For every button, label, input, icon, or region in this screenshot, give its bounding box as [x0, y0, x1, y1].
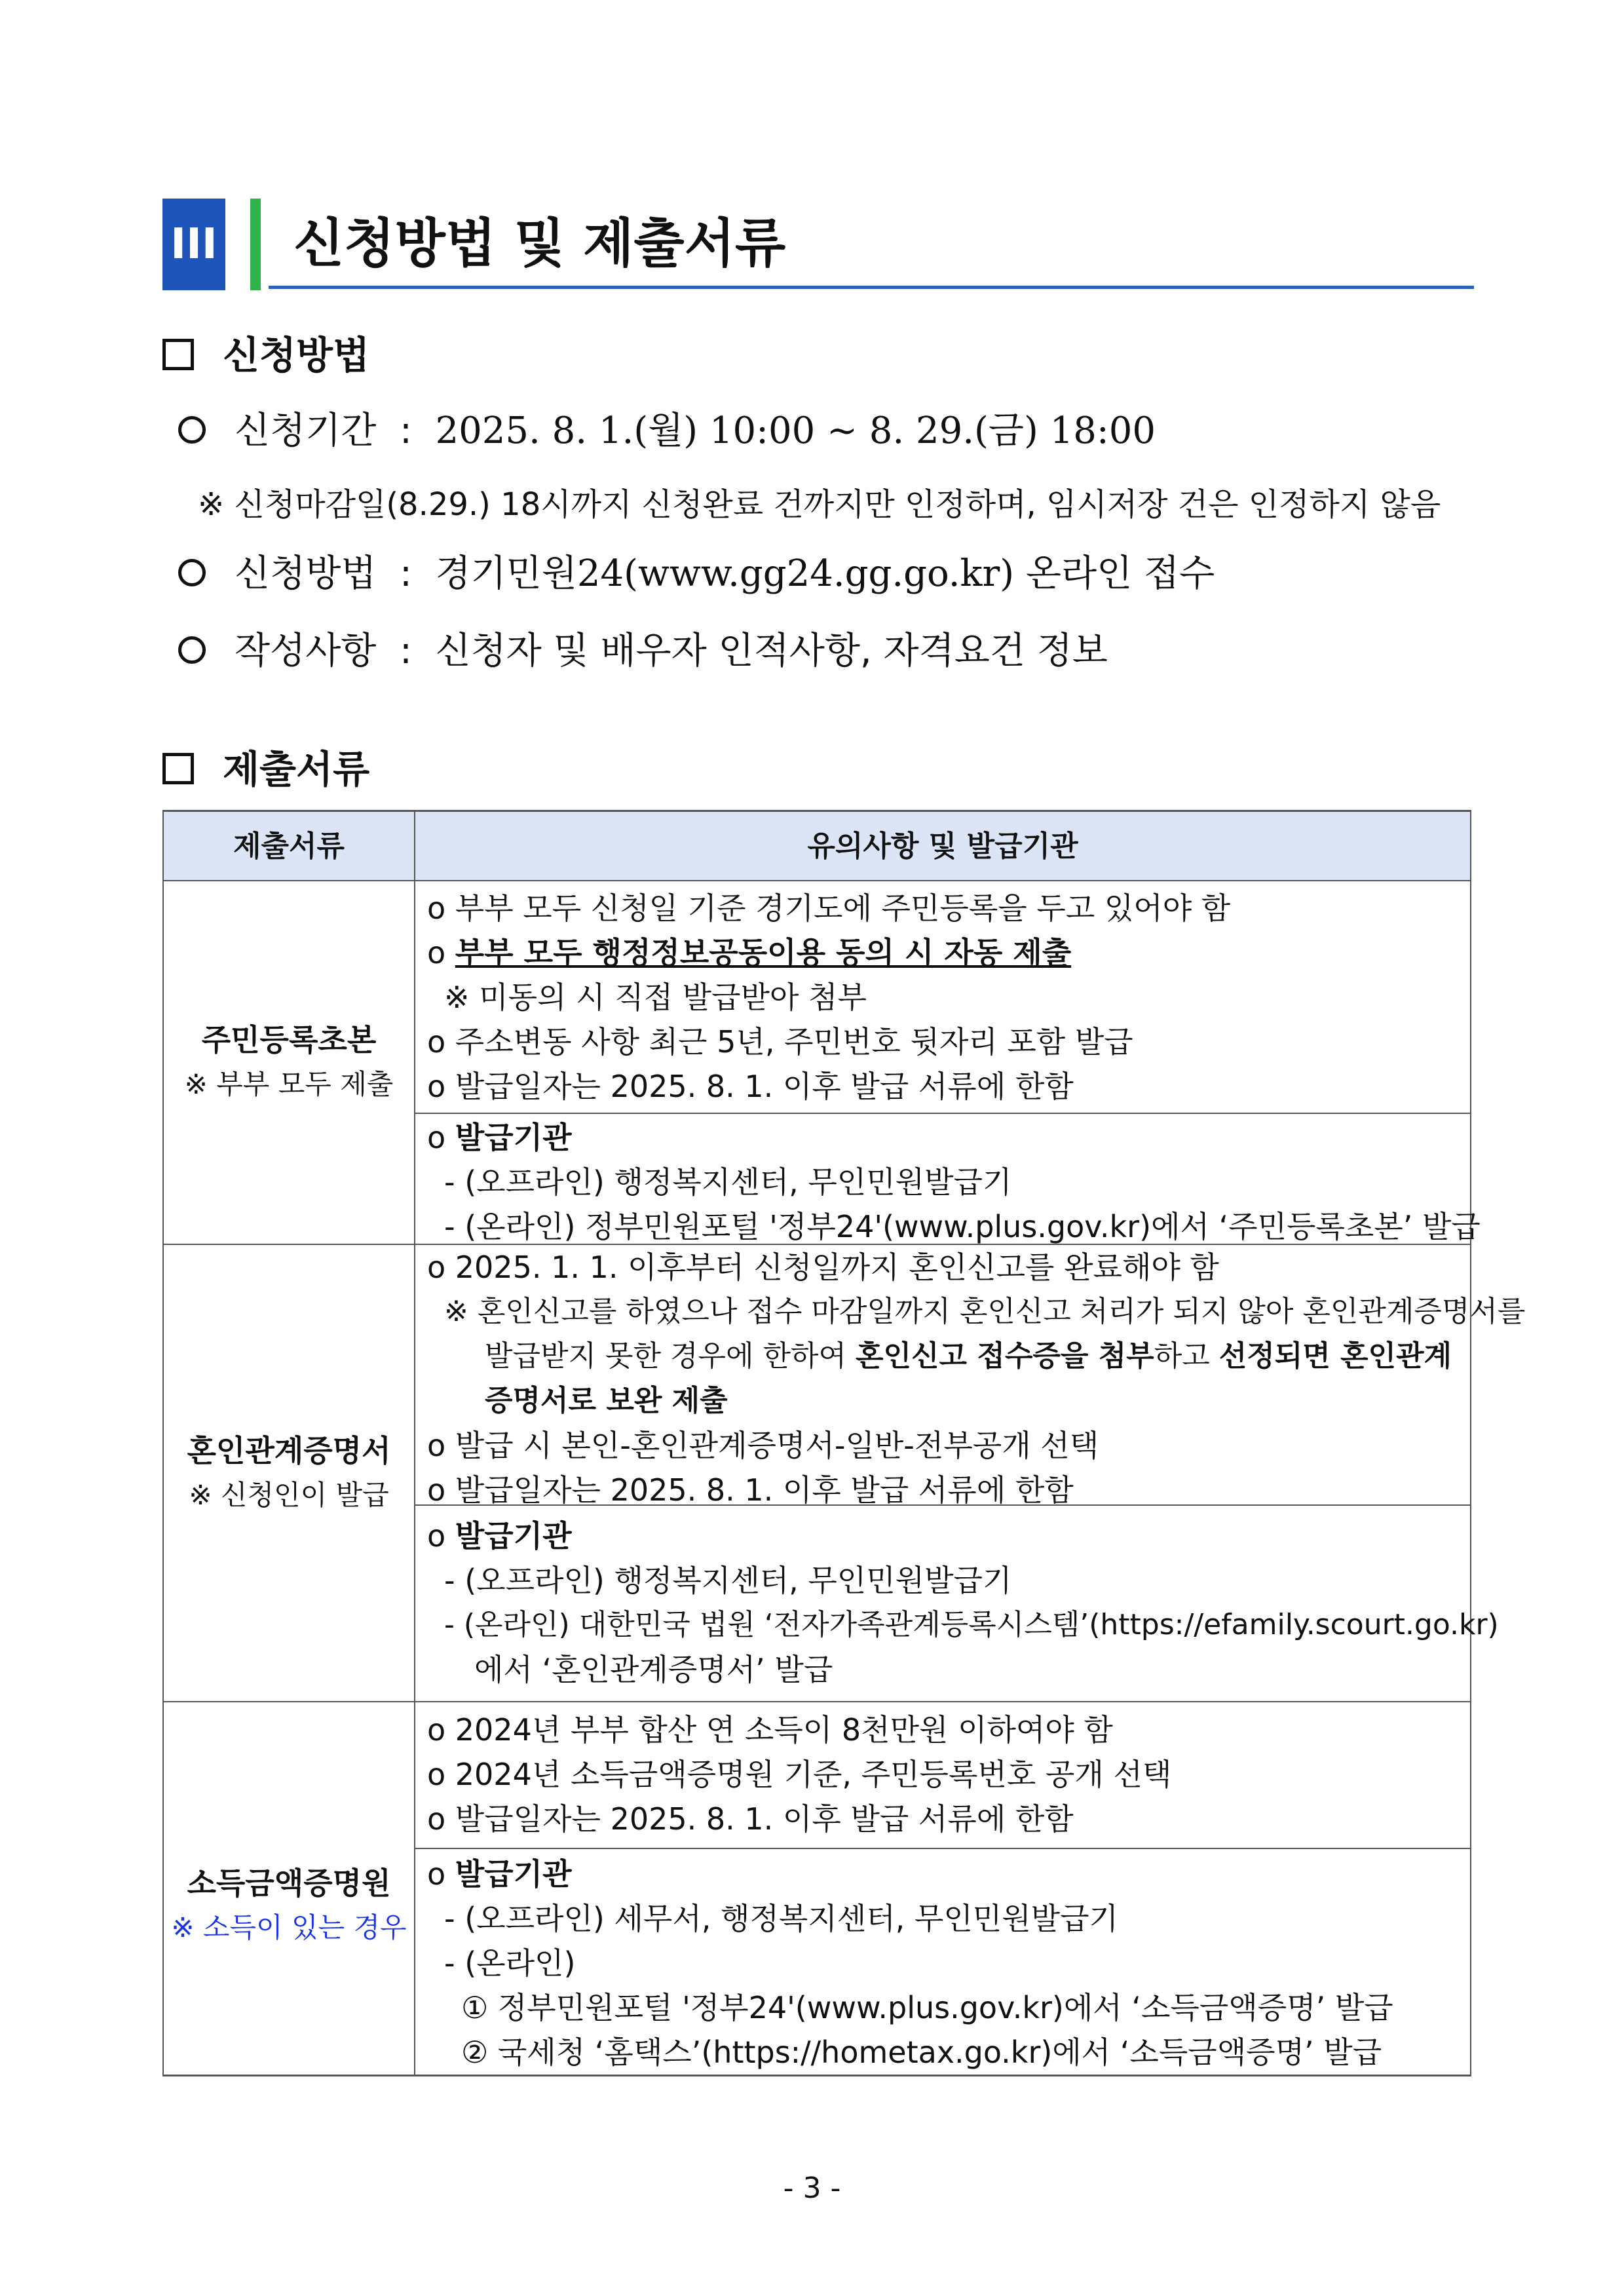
row-income-certificate-notes: o 2024년 부부 합산 연 소득이 8천만원 이하여야 함 o 2024년 소득금액증명원 기준, 주민등록번호 공개 선택 o 발급일자는 2025. 8. 1. 이후 발급 서류에 한함	[427, 1712, 1172, 1837]
section-underline	[269, 286, 1474, 289]
row-resident-registration-notes: o 부부 모두 신청일 기준 경기도에 주민등록을 두고 있어야 함 o 부부 모두 행정정보공동이용 동의 시 자동 제출 ※ 미동의 시 직접 발급받아 첨부 o 주소변동 사항 최근 5년, 주민번호 뒷자리 포함 발급 o 발급일자는 2025. 8. 1. 이후 발급 서류에 한함	[427, 890, 1231, 1104]
row-resident-registration-issuer: o 발급기관 - (오프라인) 행정복지센터, 무인민원발급기 - (온라인) 정부민원포털 '정부24'(www.plus.gov.kr)에서 ‘주민등록초본’ 발급	[427, 1120, 1481, 1244]
row-income-certificate-label: 소득금액증명원 ※ 소득이 있는 경우	[171, 1866, 407, 1943]
table-header-notes: 유의사항 및 발급기관	[807, 830, 1078, 863]
apply-period: 신청기간 : 2025. 8. 1.(월) 10:00 ~ 8. 29.(금) 18:00	[178, 405, 1156, 457]
circle-bullet-icon	[178, 636, 206, 664]
checkbox-square-icon	[162, 339, 194, 370]
apply-note: ※ 신청마감일(8.29.) 18시까지 신청완료 건까지만 인정하며, 임시저장 건은 인정하지 않음	[198, 486, 1441, 523]
row-marriage-certificate-label: 혼인관계증명서 ※ 신청인이 발급	[187, 1433, 391, 1511]
circle-bullet-icon	[178, 559, 206, 586]
apply-method: 신청방법 : 경기민원24(www.gg24.gg.go.kr) 온라인 접수	[178, 548, 1215, 600]
table-header-documents: 제출서류	[233, 830, 345, 863]
row-income-certificate-issuer: o 발급기관 - (오프라인) 세무서, 행정복지센터, 무인민원발급기 - (온라인) ① 정부민원포털 '정부24'(www.plus.gov.kr)에서 ‘소득금액증명’ 발급 ② 국세청 ‘홈택스’(https://hometax.go.kr)에서 ‘소득금액증명’ 발급	[427, 1856, 1393, 2070]
apply-heading: 신청방법	[162, 329, 369, 381]
section-number-badge: III	[162, 199, 225, 290]
row-resident-registration-label: 주민등록초본 ※ 부부 모두 제출	[184, 1022, 394, 1100]
row-marriage-certificate-notes: o 2025. 1. 1. 이후부터 신청일까지 혼인신고를 완료해야 함 ※ 혼인신고를 하였으나 접수 마감일까지 혼인신고 처리가 되지 않아 혼인관계증명서를 발급받지 못한 경우에 한하여 혼인신고 접수증을 첨부하고 선정되면 혼인관계 증명서로 보완 제출 o 발급 시 본인-혼인관계증명서-일반-전부공개 선택 o 발급일자는 2025. 8. 1. 이후 발급 서류에 한함	[427, 1250, 1526, 1508]
docs-heading: 제출서류	[162, 743, 369, 795]
checkbox-square-icon	[162, 753, 194, 784]
circle-bullet-icon	[178, 416, 206, 444]
row-marriage-certificate-issuer: o 발급기관 - (오프라인) 행정복지센터, 무인민원발급기 - (온라인) 대한민국 법원 ‘전자가족관계등록시스템’(https://efamily.scourt.go.kr) 에서 ‘혼인관계증명서’ 발급	[427, 1518, 1499, 1687]
apply-content: 작성사항 : 신청자 및 배우자 인적사항, 자격요건 정보	[178, 625, 1108, 678]
section-title: 신청방법 및 제출서류	[293, 213, 786, 274]
page-number: - 3 -	[783, 2172, 841, 2205]
section-accent-bar	[250, 199, 261, 290]
